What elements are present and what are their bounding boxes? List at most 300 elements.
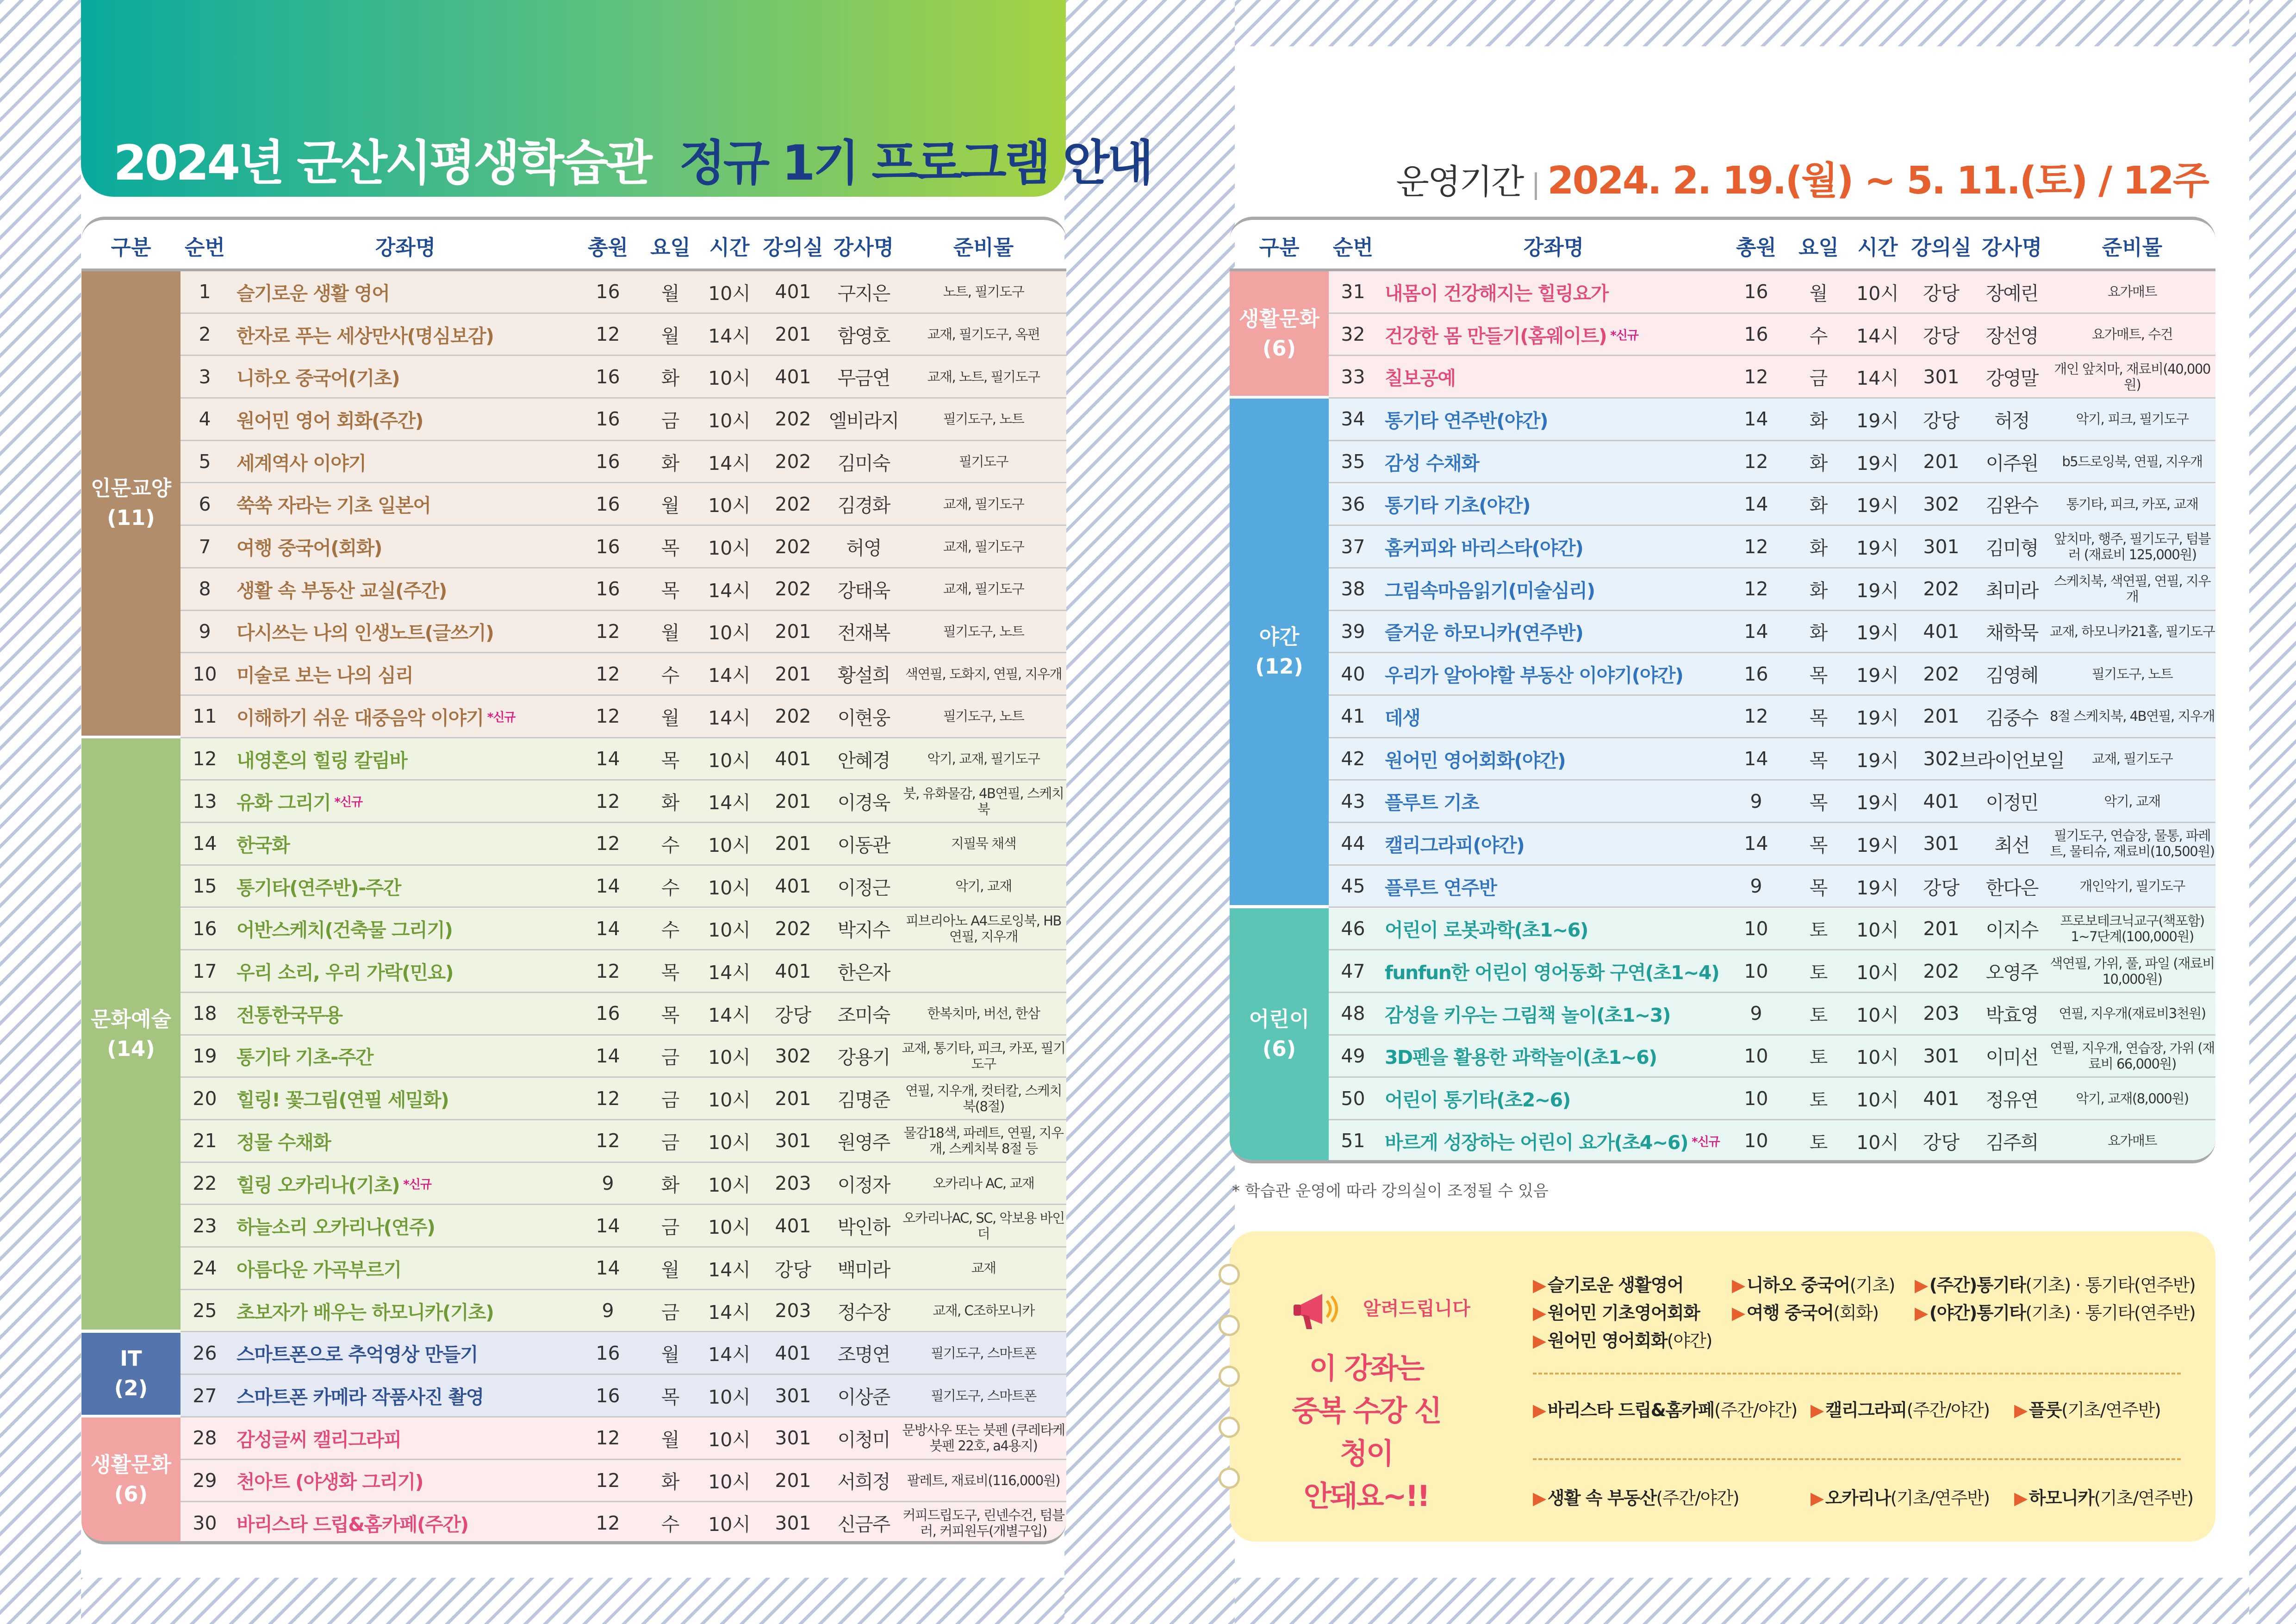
cell-name <box>1385 1120 1723 1162</box>
cell-prep: 한복치마, 버선, 한삼 <box>927 1006 1040 1022</box>
cell-time: 10시 <box>708 1089 751 1112</box>
cell-name <box>236 484 574 525</box>
cell-room: 301 <box>775 1427 811 1449</box>
header-group: 구분 <box>1259 235 1300 260</box>
cell-no: 27 <box>193 1384 217 1407</box>
cell-time: 10시 <box>708 919 751 942</box>
cell-day: 화 <box>1809 452 1828 475</box>
arrow-right-icon: ▶ <box>1533 1488 1546 1508</box>
header-time: 시간 <box>709 235 750 260</box>
cell-inst: 엘비라지 <box>828 409 899 432</box>
table-row <box>1329 526 2215 568</box>
cell-prep: 색연필, 도화지, 연필, 지우개 <box>905 666 1062 682</box>
cell-inst: 강용기 <box>837 1046 890 1069</box>
notice-item <box>1533 1326 1712 1352</box>
cell-inst: 구지은 <box>837 282 890 305</box>
notice-item-rest: (회화) <box>1833 1303 1879 1323</box>
cell-room: 강당 <box>1923 876 1960 899</box>
table-row <box>180 866 1066 908</box>
notice-item-rest: (기초) <box>1849 1275 1895 1295</box>
course-name: 원어민 영어 회화(주간) <box>236 409 423 432</box>
cell-prep: 교재, 노트, 필기도구 <box>927 369 1040 385</box>
cell-room: 201 <box>1923 917 1960 940</box>
cell-cap: 16 <box>596 1384 620 1407</box>
cell-time: 10시 <box>708 1174 751 1196</box>
cell-room: 201 <box>775 1469 811 1492</box>
cell-name <box>1385 568 1723 610</box>
cell-room: 401 <box>1923 620 1960 643</box>
notice-item-bold: (주간)통기타 <box>1929 1275 2026 1295</box>
table-row <box>180 781 1066 823</box>
course-name: 바르게 성장하는 어린이 요가(초4~6) <box>1385 1131 1688 1154</box>
cell-time: 10시 <box>1856 282 1899 305</box>
cell-day: 월 <box>661 325 680 347</box>
group-label: IT (2) <box>81 1333 180 1418</box>
notice-item-bold: 원어민 기초영어회화 <box>1547 1303 1700 1323</box>
table-row <box>180 441 1066 484</box>
course-name: 내영혼의 힐링 칼림바 <box>236 749 407 772</box>
binder-ring <box>1219 1315 1240 1336</box>
table-row <box>180 993 1066 1036</box>
cell-prep: 필기도구, 노트 <box>943 708 1024 725</box>
course-name: 어반스케치(건축물 그리기) <box>236 919 453 942</box>
course-name: 캘리그라피(야간) <box>1385 834 1524 856</box>
cell-cap: 16 <box>1744 662 1768 685</box>
cell-name <box>1385 738 1723 780</box>
notice-item-bold: 캘리그라피 <box>1825 1400 1907 1420</box>
notice-headline: 이 강좌는 중복 수강 신청이 안돼요~!! <box>1292 1351 1441 1513</box>
cell-inst: 이정민 <box>1985 792 2038 814</box>
arrow-right-icon: ▶ <box>1732 1303 1745 1323</box>
cell-name <box>1385 696 1723 737</box>
cell-prep: 악기, 교재(8,000원) <box>2076 1090 2189 1106</box>
megaphone-icon <box>1290 1285 1345 1336</box>
cell-room: 401 <box>775 365 811 388</box>
header-cap: 총원 <box>588 235 628 260</box>
cell-day: 토 <box>1809 919 1828 942</box>
table-row <box>180 484 1066 526</box>
new-badge: *신규 <box>1692 1135 1720 1149</box>
cell-no: 49 <box>1341 1044 1365 1067</box>
cell-day: 목 <box>661 962 680 984</box>
cell-prep: 피브리아노 A4드로잉북, HB연필, 지우개 <box>906 912 1061 944</box>
binder-ring <box>1219 1468 1240 1489</box>
cell-name <box>236 611 574 652</box>
cell-time: 10시 <box>708 1046 751 1069</box>
cell-room: 201 <box>775 832 811 855</box>
cell-time: 14시 <box>1856 367 1899 390</box>
cell-inst: 강영말 <box>1985 367 2038 390</box>
notice-item <box>1915 1299 2195 1324</box>
course-name: funfun한 어린이 영어동화 구연(초1~4) <box>1385 962 1719 984</box>
new-badge: *신규 <box>403 1177 431 1192</box>
cell-no: 18 <box>193 1002 217 1025</box>
cell-inst: 이미선 <box>1985 1046 2038 1069</box>
cell-room: 강당 <box>1923 325 1960 347</box>
cell-room: 401 <box>775 1342 811 1364</box>
cell-day: 금 <box>661 1216 680 1239</box>
group-label: 생활문화 (6) <box>1230 271 1329 399</box>
arrow-right-icon: ▶ <box>2014 1400 2027 1420</box>
cell-no: 8 <box>199 578 211 600</box>
cell-inst: 김경화 <box>837 494 890 517</box>
cell-day: 금 <box>661 1131 680 1154</box>
header-no: 순번 <box>1333 235 1373 260</box>
cell-time: 19시 <box>1856 494 1899 517</box>
cell-time: 10시 <box>1856 919 1899 942</box>
table-header <box>1230 217 2215 271</box>
cell-prep <box>901 950 1066 992</box>
cell-room: 301 <box>1923 832 1960 855</box>
cell-no: 30 <box>193 1512 217 1534</box>
cell-day: 월 <box>661 706 680 729</box>
header-cap: 총원 <box>1736 235 1776 260</box>
cell-prep: b5드로잉북, 연필, 지우개 <box>2062 454 2203 470</box>
notice-box <box>1230 1231 2215 1542</box>
cell-name <box>236 568 574 610</box>
cell-inst: 조미숙 <box>837 1004 890 1026</box>
cell-room: 401 <box>775 1214 811 1237</box>
table-row <box>180 526 1066 568</box>
cell-room: 301 <box>1923 1044 1960 1067</box>
cell-time: 10시 <box>708 537 751 560</box>
notice-item-rest: (기초) · 통기타(연주반) <box>2025 1303 2196 1323</box>
cell-cap: 12 <box>596 1469 620 1492</box>
cell-inst: 황설희 <box>837 664 890 687</box>
cell-inst: 최선 <box>1994 834 2029 856</box>
table-row <box>1329 993 2215 1036</box>
cell-day: 화 <box>661 792 680 814</box>
course-name: 플루트 기초 <box>1385 792 1479 814</box>
cell-time: 19시 <box>1856 664 1899 687</box>
table-row <box>180 1290 1066 1333</box>
table-row <box>180 823 1066 866</box>
course-name: 하늘소리 오카리나(연주) <box>236 1216 435 1239</box>
cell-prep: 붓, 유화물감, 4B연필, 스케치북 <box>903 785 1064 817</box>
cell-inst: 정수장 <box>837 1301 890 1324</box>
cell-name <box>1385 441 1723 482</box>
cell-prep: 물감18색, 파레트, 연필, 지우개, 스케치북 8절 등 <box>903 1125 1064 1157</box>
cell-time: 10시 <box>1856 1089 1899 1112</box>
cell-time: 19시 <box>1856 792 1899 814</box>
cell-no: 2 <box>199 323 211 346</box>
cell-day: 금 <box>661 1089 680 1112</box>
course-name: 한자로 푸는 세상만사(명심보감) <box>236 325 494 347</box>
cell-time: 19시 <box>1856 409 1899 432</box>
cell-room: 202 <box>775 535 811 558</box>
course-name: 생활 속 부동산 교실(주간) <box>236 579 447 602</box>
cell-no: 3 <box>199 365 211 388</box>
cell-prep: 8절 스케치북, 4B연필, 지우개 <box>2049 708 2215 725</box>
cell-no: 47 <box>1341 960 1365 982</box>
cell-time: 10시 <box>708 1471 751 1493</box>
course-name: 그림속마음읽기(미술심리) <box>1385 579 1595 602</box>
cell-day: 수 <box>661 876 680 899</box>
cell-no: 12 <box>193 748 217 770</box>
cell-no: 17 <box>193 960 217 982</box>
cell-day: 월 <box>661 1343 680 1366</box>
stripe-border-left <box>0 0 81 1624</box>
cell-cap: 9 <box>1750 875 1762 898</box>
cell-inst: 장예린 <box>1985 282 2038 305</box>
table-row <box>180 1248 1066 1290</box>
cell-time: 10시 <box>708 282 751 305</box>
cell-prep: 노트, 필기도구 <box>943 284 1024 300</box>
cell-day: 목 <box>661 537 680 560</box>
cell-inst: 전재복 <box>837 622 890 644</box>
cell-inst: 김중수 <box>1985 706 2038 729</box>
cell-prep: 교재, 필기도구 <box>2091 751 2173 767</box>
course-name: 통기타 기초(야간) <box>1385 494 1530 517</box>
group-label: 생활문화 (6) <box>81 1418 180 1544</box>
cell-name <box>1385 526 1723 567</box>
cell-inst: 이현웅 <box>837 706 890 729</box>
notice-item-bold: (야간)통기타 <box>1929 1303 2026 1323</box>
cell-no: 6 <box>199 493 211 515</box>
table-row <box>180 314 1066 356</box>
cell-time: 19시 <box>1856 579 1899 602</box>
cell-room: 203 <box>775 1299 811 1322</box>
cell-cap: 16 <box>596 450 620 473</box>
cell-inst: 이정근 <box>837 876 890 899</box>
notice-item-rest: (주간/야간) <box>1656 1488 1739 1508</box>
table-row <box>180 1502 1066 1544</box>
cell-inst: 이경욱 <box>837 792 890 814</box>
cell-name <box>236 1375 574 1416</box>
cell-prep: 필기도구, 노트 <box>2091 666 2173 682</box>
cell-prep: 지필묵 채색 <box>951 836 1016 852</box>
cell-prep: 앞치마, 행주, 필기도구, 텀블러 (재료비 125,000원) <box>2054 531 2210 562</box>
cell-room: 203 <box>1923 1002 1960 1025</box>
course-name: 건강한 몸 만들기(홈웨이트) <box>1385 325 1607 347</box>
cell-day: 목 <box>1809 834 1828 856</box>
cell-name <box>236 1036 574 1077</box>
notice-item <box>1811 1396 1990 1421</box>
cell-cap: 16 <box>596 281 620 303</box>
cell-prep: 색연필, 가위, 풀, 파일 (재료비 10,000원) <box>2050 955 2215 987</box>
cell-day: 화 <box>661 1471 680 1493</box>
notice-item <box>2014 1396 2160 1421</box>
cell-no: 36 <box>1341 493 1365 515</box>
cell-day: 수 <box>661 919 680 942</box>
cell-inst: 박지수 <box>837 919 890 942</box>
cell-time: 14시 <box>708 325 751 347</box>
cell-room: 301 <box>1923 535 1960 558</box>
table-row <box>180 1120 1066 1163</box>
cell-cap: 9 <box>1750 790 1762 812</box>
cell-cap: 12 <box>1744 365 1768 388</box>
cell-room: 301 <box>775 1130 811 1152</box>
table-row <box>180 271 1066 314</box>
table-row <box>1329 908 2215 951</box>
cell-room: 202 <box>775 578 811 600</box>
cell-prep: 오카리나 AC, 교재 <box>933 1175 1034 1192</box>
cell-inst: 이주원 <box>1985 452 2038 475</box>
cell-cap: 12 <box>596 832 620 855</box>
cell-room: 302 <box>1923 493 1960 515</box>
header-prep: 준비물 <box>2102 235 2163 260</box>
cell-room: 301 <box>775 1384 811 1407</box>
cell-prep: 필기도구, 연습장, 물통, 파레트, 물티슈, 재료비(10,500원) <box>2050 828 2215 860</box>
cell-prep: 악기, 교재, 필기도구 <box>927 751 1040 767</box>
cell-room: 401 <box>775 960 811 982</box>
cell-prep: 오카리나AC, SC, 악보용 바인더 <box>902 1210 1064 1242</box>
cell-cap: 14 <box>596 1214 620 1237</box>
cell-prep: 요가매트 <box>2107 284 2157 300</box>
notice-item-rest: (기초/연주반) <box>2094 1488 2193 1508</box>
cell-prep: 개인 앞치마, 재료비(40,000원) <box>2054 361 2210 393</box>
cell-day: 금 <box>661 1301 680 1324</box>
course-name: 세계역사 이야기 <box>236 452 366 475</box>
cell-name <box>1385 993 1723 1034</box>
cell-day: 월 <box>661 494 680 517</box>
course-name: 3D펜을 활용한 과학놀이(초1~6) <box>1385 1046 1657 1069</box>
cell-day: 월 <box>1809 282 1828 305</box>
cell-name <box>236 1163 574 1204</box>
cell-time: 10시 <box>708 622 751 644</box>
table-row <box>1329 399 2215 441</box>
cell-prep: 통기타, 피크, 카포, 교재 <box>2066 496 2198 512</box>
cell-prep: 필기도구, 스마트폰 <box>931 1345 1036 1361</box>
cell-time: 14시 <box>708 962 751 984</box>
cell-no: 5 <box>199 450 211 473</box>
cell-day: 목 <box>661 1004 680 1026</box>
arrow-right-icon: ▶ <box>1732 1275 1745 1295</box>
arrow-right-icon: ▶ <box>1915 1275 1928 1295</box>
cell-day: 월 <box>661 1258 680 1281</box>
cell-prep: 연필, 지우개, 연습장, 가위 (재료비 66,000원) <box>2050 1040 2215 1072</box>
cell-day: 목 <box>661 1386 680 1409</box>
table-row <box>1329 484 2215 526</box>
cell-day: 목 <box>1809 876 1828 899</box>
table-row <box>1329 950 2215 993</box>
cell-no: 23 <box>193 1214 217 1237</box>
cell-time: 10시 <box>708 1216 751 1239</box>
cell-cap: 16 <box>596 408 620 431</box>
table-row <box>180 1418 1066 1460</box>
table-row <box>180 738 1066 781</box>
cell-no: 38 <box>1341 578 1365 600</box>
arrow-right-icon: ▶ <box>1533 1400 1546 1420</box>
arrow-right-icon: ▶ <box>1915 1303 1928 1323</box>
cell-inst: 이동관 <box>837 834 890 856</box>
course-name: 감성 수채화 <box>1385 452 1479 475</box>
program-table-right <box>1230 217 2215 1163</box>
course-name: 우리가 알아야할 부동산 이야기(야간) <box>1385 664 1683 687</box>
cell-inst: 이정자 <box>837 1174 890 1196</box>
notice-item-rest: (주간/야간) <box>1906 1400 1990 1420</box>
notice-item <box>1533 1299 1699 1324</box>
cell-time: 14시 <box>708 452 751 475</box>
cell-prep: 개인악기, 필기도구 <box>2079 878 2185 894</box>
cell-room: 201 <box>775 620 811 643</box>
cell-no: 33 <box>1341 365 1365 388</box>
course-name: 원어민 영어회화(야간) <box>1385 749 1566 772</box>
cell-cap: 12 <box>596 662 620 685</box>
group-label: 어린이 (6) <box>1230 908 1329 1163</box>
course-name: 미술로 보는 나의 심리 <box>236 664 413 687</box>
cell-prep: 필기도구 <box>958 454 1008 470</box>
cell-day: 화 <box>1809 494 1828 517</box>
cell-prep: 요가매트 <box>2107 1133 2157 1149</box>
cell-room: 201 <box>775 1087 811 1110</box>
cell-cap: 12 <box>596 620 620 643</box>
cell-prep: 필기도구, 노트 <box>943 623 1024 639</box>
course-name: 홈커피와 바리스타(야간) <box>1385 537 1583 560</box>
course-name: 즐거운 하모니카(연주반) <box>1385 622 1583 644</box>
cell-day: 토 <box>1809 1089 1828 1112</box>
cell-name <box>1385 1036 1723 1077</box>
program-table-left <box>81 217 1066 1544</box>
cell-cap: 14 <box>1744 408 1768 431</box>
course-name: 감성글씨 캘리그라피 <box>236 1428 401 1451</box>
cell-time: 10시 <box>1856 962 1899 984</box>
cell-prep: 교재, 하모니카21홀, 필기도구 <box>2049 623 2215 639</box>
notice-item-rest: (기초) · 통기타(연주반) <box>2025 1275 2196 1295</box>
table-row <box>180 908 1066 951</box>
notice-item-bold: 니하오 중국어 <box>1746 1275 1850 1295</box>
cell-inst: 신금주 <box>837 1513 890 1536</box>
cell-cap: 10 <box>1744 1087 1768 1110</box>
table-row <box>180 568 1066 611</box>
cell-no: 4 <box>199 408 211 431</box>
cell-name <box>1385 950 1723 992</box>
cell-name <box>236 1248 574 1289</box>
cell-no: 44 <box>1341 832 1365 855</box>
table-row <box>1329 314 2215 356</box>
cell-cap: 10 <box>1744 1044 1768 1067</box>
cell-no: 50 <box>1341 1087 1365 1110</box>
cell-time: 19시 <box>1856 452 1899 475</box>
notice-item <box>1732 1271 1895 1296</box>
cell-inst: 한은자 <box>837 962 890 984</box>
header-inst: 강사명 <box>1981 235 2042 260</box>
table-row <box>1329 696 2215 738</box>
cell-no: 42 <box>1341 748 1365 770</box>
course-name: 바리스타 드립&홈카페(주간) <box>236 1513 468 1536</box>
cell-name <box>236 950 574 992</box>
cell-time: 14시 <box>708 1343 751 1366</box>
cell-room: 302 <box>1923 748 1960 770</box>
cell-cap: 16 <box>596 1002 620 1025</box>
cell-time: 10시 <box>708 749 751 772</box>
binder-ring <box>1219 1264 1240 1285</box>
cell-prep: 교재, C조하모니카 <box>933 1303 1034 1319</box>
cell-name <box>236 1333 574 1374</box>
cell-cap: 12 <box>596 790 620 812</box>
cell-prep: 교재, 필기도구, 옥편 <box>927 326 1040 343</box>
cell-name <box>236 441 574 482</box>
header-room: 강의실 <box>1911 235 1972 260</box>
notice-item-bold: 바리스타 드립&홈카페 <box>1547 1400 1714 1420</box>
cell-name <box>1385 271 1723 312</box>
footnote: * 학습관 운영에 따라 강의실이 조정될 수 있음 <box>1232 1182 1549 1200</box>
cell-name <box>1385 356 1723 397</box>
cell-day: 수 <box>661 664 680 687</box>
cell-cap: 12 <box>596 960 620 982</box>
cell-inst: 김영혜 <box>1985 664 2038 687</box>
cell-inst: 이청미 <box>837 1428 890 1451</box>
course-name: 아름다운 가곡부르기 <box>236 1258 401 1281</box>
cell-no: 39 <box>1341 620 1365 643</box>
dashed-divider <box>1533 1458 2181 1460</box>
cell-name <box>1385 823 1723 864</box>
cell-day: 화 <box>1809 579 1828 602</box>
cell-name <box>236 271 574 312</box>
cell-cap: 14 <box>1744 832 1768 855</box>
cell-cap: 14 <box>596 748 620 770</box>
cell-prep: 요가매트, 수건 <box>2091 326 2173 343</box>
